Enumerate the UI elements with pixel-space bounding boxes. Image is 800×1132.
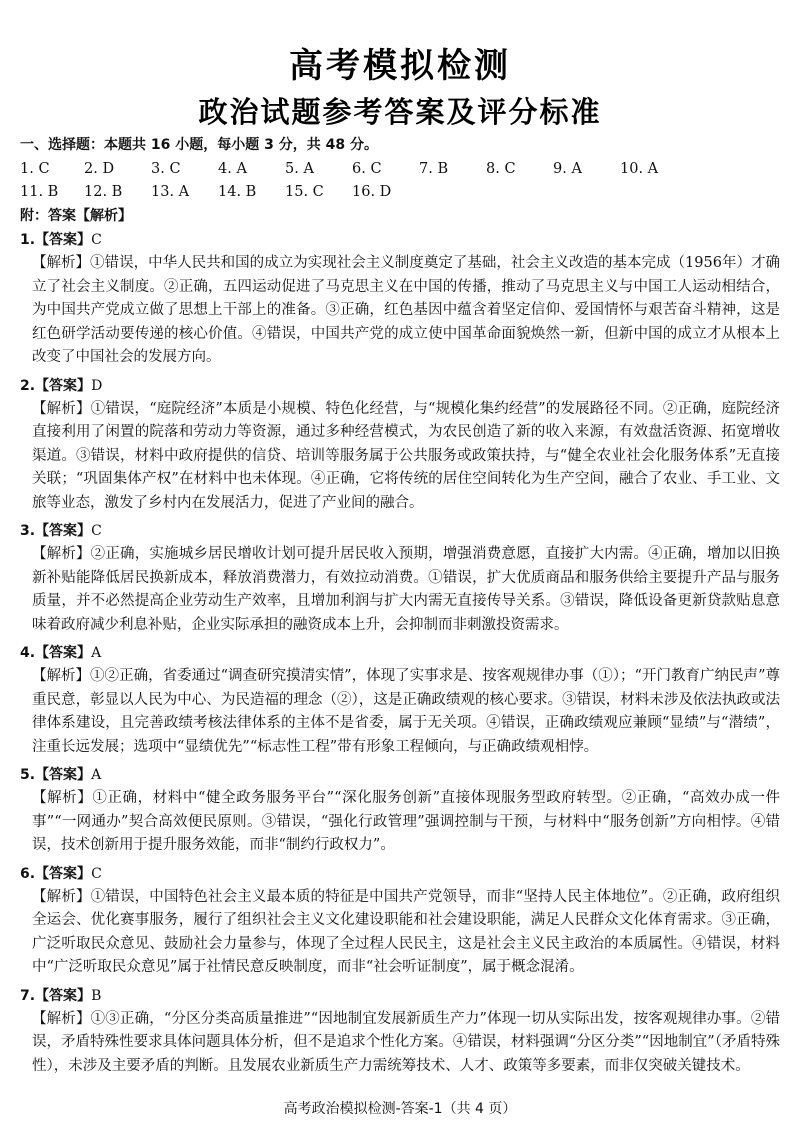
question-answer: C	[91, 865, 102, 882]
answer-item: 7. B	[419, 160, 449, 177]
answer-item: 3. C	[151, 160, 181, 177]
answer-item: 5. A	[285, 160, 314, 177]
question-explanation: 【解析】②正确，实施城乡居民增收计划可提升居民收入预期，增强消费意愿，直接扩大内需。④正确，增加以旧换新补贴能降低居民换新成本，释放消费潜力，有效拉动消费。①错误，扩大优质商品和服务供给主要提升产品与服务质量，并不必然提高企业劳动生产效率，且增加利润与扩大内需无直接传导关系。③错误，降低设备更新贷款贴息意味着政府减少利息补贴，企业实际承担的融资成本上升，会抑制而非刺激投资需求。	[32, 546, 780, 633]
question-block-5	[20, 763, 780, 858]
answer-item: 4. A	[218, 160, 247, 177]
answer-item: 6. C	[352, 160, 382, 177]
question-answer-head	[20, 374, 780, 398]
question-answer-head	[20, 519, 780, 543]
question-label: 4.【答案】	[20, 645, 92, 661]
answer-item: 15. C	[285, 184, 324, 200]
question-explanation: 【解析】①正确，材料中“健全政务服务平台”“深化服务创新”直接体现服务型政府转型。②正确，“高效办成一件事”“一网通办”契合高效便民原则。③错误，“强化行政管理”强调控制与干预，与材料中“服务创新”方向相悖。④错误，技术创新用于提升服务效能，而非“制约行政权力”。	[32, 790, 780, 853]
question-explanation: 【解析】①错误，中华人民共和国的成立为实现社会主义制度奠定了基础，社会主义改造的基本完成（1956年）才确立了社会主义制度。②正确，五四运动促进了马克思主义在中国的传播，推动了马克思主义与中国工人运动相结合，为中国共产党成立做了思想上干部上的准备。③正确，红色基因中蕴含着坚定信仰、爱国情怀与艰苦奋斗精神，这是红色研学活动要传递的核心价值。④错误，中国共产党的成立使中国革命面貌焕然一新，但新中国的成立才从根本上改变了中国社会的发展方向。	[32, 255, 780, 365]
answer-item: 8. C	[486, 160, 516, 177]
question-answer-head	[20, 763, 780, 787]
question-block-1	[20, 228, 780, 370]
question-answer-head	[20, 984, 780, 1008]
answer-item: 12. B	[84, 184, 123, 200]
question-answer: B	[91, 987, 102, 1004]
question-label: 7.【答案】	[20, 987, 92, 1004]
page-subtitle: 政治试题参考答案及评分标准	[198, 95, 602, 129]
question-explanation: 【解析】①③正确，“分区分类高质量推进”“因地制宜发展新质生产力”体现一切从实际出发，按客观规律办事。②错误，矛盾特殊性要求具体问题具体分析，但不是追求个性化方案。④错误，材料强调“分区分类”“因地制宜”（矛盾特殊性），未涉及主要矛盾的判断。且发展农业新质生产力需统筹技术、人才、政策等多要素，而非仅突破关键技术。	[32, 1010, 780, 1074]
question-label: 3.【答案】	[20, 523, 92, 539]
answer-item: 9. A	[553, 160, 582, 177]
answer-item: 14. B	[218, 184, 257, 200]
answer-item: 10. A	[620, 160, 659, 177]
question-answer: A	[91, 767, 102, 783]
answer-item: 1. C	[20, 160, 50, 177]
page-footer: 高考政治模拟检测-答案-1（共 4 页）	[283, 1101, 517, 1117]
question-block-3	[20, 519, 780, 637]
question-answer-head	[20, 862, 780, 886]
question-answer: C	[91, 523, 102, 539]
question-explanation: 【解析】①错误，“庭院经济”本质是小规模、特色化经营，与“规模化集约经营”的发展路径不同。②正确，庭院经济直接利用了闲置的院落和劳动力等资源，通过多种经营模式，为农民创造了新的收入来源，有效盘活资源、拓宽增收渠道。③错误，材料中政府提供的信贷、培训等服务属于公共服务或政策扶持，与“健全农业社会化服务体系”无直接关联；“巩固集体产权”在材料中也未体现。④正确，它将传统的居住空间转化为生产空间，融合了农业、手工业、文旅等业态，激发了乡村内在发展活力，促进了产业间的融合。	[32, 400, 780, 511]
section-heading: 一、选择题：本题共 16 小题，每小题 3 分，共 48 分。	[20, 137, 378, 153]
answer-item: 11. B	[20, 184, 59, 200]
question-explanation: 【解析】①错误，中国特色社会主义最本质的特征是中国共产党领导，而非“坚持人民主体地位”。②正确，政府组织全运会、优化赛事服务，履行了组织社会主义文化建设职能和社会建设职能，满足人民群众文化体育需求。③正确，广泛听取民众意见、鼓励社会力量参与，体现了全过程人民民主，这是社会主义民主政治的本质属性。④错误，材料中“广泛听取民众意见”属于社情民意反映制度，而非“社会听证制度”，属于概念混淆。	[32, 888, 780, 975]
question-block-2	[20, 374, 780, 516]
question-answer-head	[20, 228, 780, 252]
question-explanation: 【解析】①②正确，省委通过“调查研究摸清实情”，体现了实事求是、按客观规律办事（①）；“开门教育广纳民声”尊重民意，彰显以人民为中心、为民造福的理念（②），这是正确政绩观的核心要求。③错误，材料未涉及依法执政或法律体系建设，且完善政绩考核法律体系的主体不是省委，属于无关项。④错误，正确政绩观应兼顾“显绩”与“潜绩”，注重长远发展；选项中“显绩优先”“标志性工程”带有形象工程倾向，与正确政绩观相悖。	[32, 668, 780, 755]
question-block-4	[20, 641, 780, 759]
answer-item: 16. D	[352, 184, 392, 200]
answers-row-1	[20, 158, 780, 182]
answer-key-body	[20, 134, 780, 1082]
question-block-7	[20, 984, 780, 1079]
question-answer: A	[91, 645, 102, 661]
question-answer: C	[91, 232, 102, 248]
question-label: 2.【答案】	[20, 377, 92, 394]
question-label: 6.【答案】	[20, 865, 92, 882]
question-block-6	[20, 862, 780, 980]
question-label: 5.【答案】	[20, 767, 92, 783]
question-answer-head	[20, 641, 780, 665]
page-title: 高考模拟检测	[289, 46, 511, 86]
appendix-label: 附：答案【解析】	[20, 207, 132, 224]
answers-row-2	[20, 181, 780, 205]
question-answer: D	[91, 377, 103, 394]
answer-item: 2. D	[84, 160, 115, 177]
question-label: 1.【答案】	[20, 232, 92, 248]
answer-item: 13. A	[151, 184, 190, 200]
